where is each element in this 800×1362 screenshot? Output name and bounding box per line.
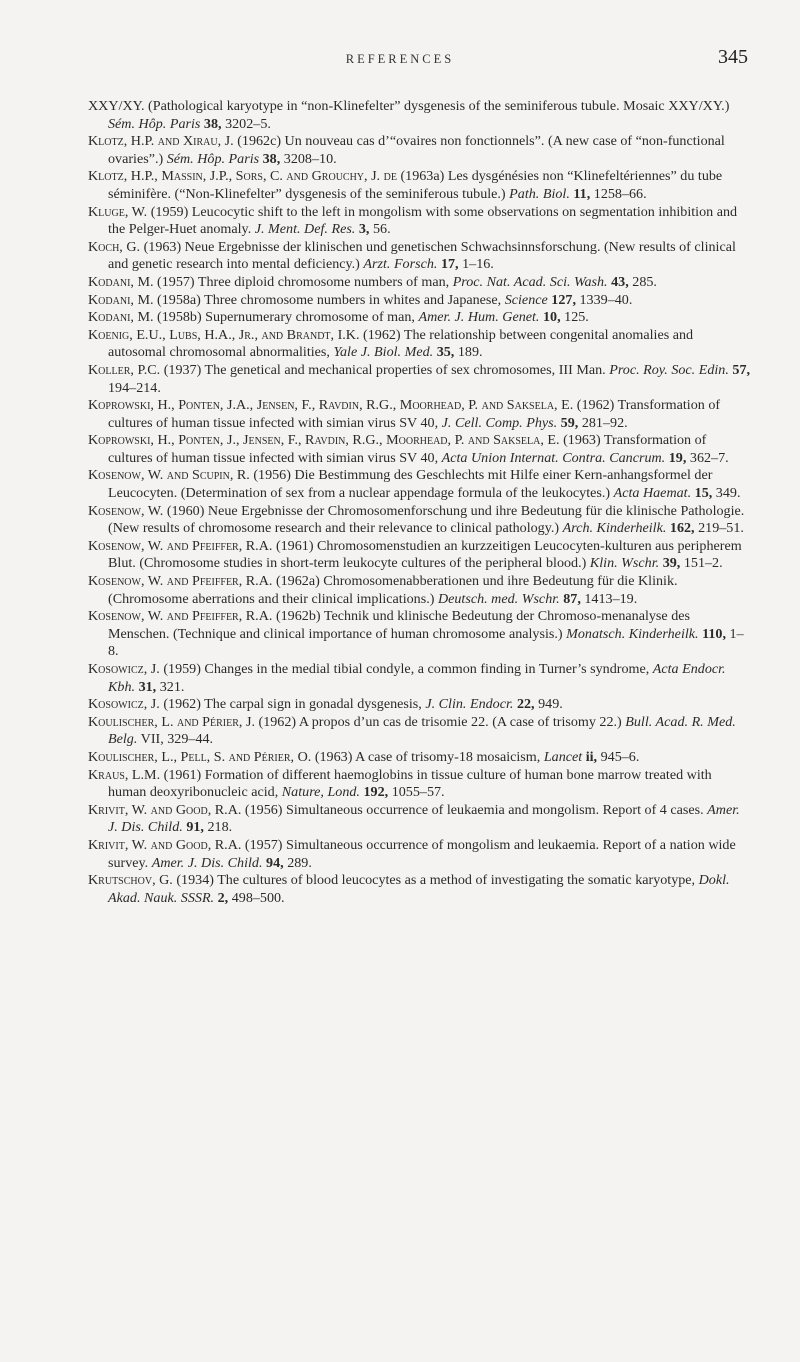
reference-pages: VII, 329–44. (140, 731, 214, 748)
reference-authors: Kosenow, W. and Pfeiffer, R.A. (88, 537, 273, 554)
reference-text: (1962) The carpal sign in gonadal dysgenesis, (163, 696, 422, 713)
reference-pages: 189. (457, 344, 483, 361)
reference-entry (88, 538, 752, 573)
reference-entry (88, 432, 752, 467)
reference-pages: 3208–10. (283, 150, 337, 167)
reference-journal: Sém. Hôp. Paris (108, 115, 201, 132)
reference-text: (1963a) Les dysgénésies non “Klinefeltériennes” du tube séminifère. (“Non-Klinefelter” dysgenesis of the seminiferous tubule.) (108, 168, 723, 202)
reference-volume: 3, (358, 221, 370, 238)
reference-volume: 38, (262, 150, 281, 167)
reference-journal: Proc. Roy. Soc. Edin. (609, 361, 729, 378)
reference-text: (1962b) Technik und klinische Bedeutung der Chromoso-menanalyse des Menschen. (Technique and clinical importance of human chromosome analysis.) (108, 608, 690, 642)
reference-volume: 22, (516, 696, 535, 713)
reference-text: (1959) Changes in the medial tibial condyle, a common finding in Turner’s syndrome, (163, 661, 650, 677)
reference-volume: 10, (542, 309, 561, 326)
reference-pages: 1–16. (462, 256, 494, 273)
reference-journal: Arch. Kinderheilk. (562, 520, 667, 537)
reference-authors: Koprowski, H., Ponten, J., Jensen, F., Ravdin, R.G., Moorhead, P. and Saksela, E. (88, 432, 560, 449)
reference-volume: 35, (436, 344, 455, 361)
reference-journal: Amer. J. Dis. Child. (108, 801, 740, 836)
reference-pages: 1339–40. (579, 291, 633, 308)
reference-volume: 57, (732, 361, 751, 378)
reference-entry (88, 837, 752, 872)
reference-pages: 1055–57. (391, 784, 445, 801)
reference-volume: 15, (694, 485, 713, 502)
reference-pages: 289. (287, 854, 312, 871)
reference-entry (88, 133, 752, 168)
reference-entry (88, 362, 752, 397)
reference-text: (1961) Formation of different haemoglobins in tissue culture of human bone marrow treated with human deoxyribonucleic acid, (108, 766, 712, 801)
reference-journal: Path. Biol. (509, 185, 570, 202)
reference-text: (1962) A propos d’un cas de trisomie 22. (A case of trisomy 22.) (258, 713, 622, 730)
reference-text: (1956) Simultaneous occurrence of leukaemia and mongolism. Report of 4 cases. (244, 801, 704, 818)
reference-journal: Monatsch. Kinderheilk. (566, 625, 699, 642)
reference-pages: 945–6. (600, 748, 640, 765)
reference-pages: 362–7. (689, 449, 729, 466)
reference-pages: 281–92. (581, 414, 628, 431)
reference-text: (1937) The genetical and mechanical properties of sex chromosomes, III Man. (163, 361, 606, 378)
reference-text: XXY/XY. (Pathological karyotype in “non-Klinefelter” dysgenesis of the seminiferous tubule. Mosaic XXY/XY.) (88, 98, 730, 114)
reference-text: (1934) The cultures of blood leucocytes as a method of investigating the somatic karyotype, (176, 872, 696, 889)
reference-authors: Kosenow, W. (88, 502, 164, 519)
page-number: 345 (718, 46, 748, 68)
running-head: REFERENCES (345, 52, 455, 66)
reference-authors: Koulischer, L. and Périer, J. (88, 713, 255, 730)
reference-entry (88, 467, 752, 502)
reference-volume: 127, (551, 291, 576, 308)
reference-journal: Amer. J. Hum. Genet. (418, 309, 540, 326)
reference-pages: 1258–66. (593, 185, 647, 202)
reference-volume: 11, (573, 185, 591, 202)
reference-text: (1962a) Chromosomenabberationen und ihre Bedeutung für die Klinik. (Chromosome aberrations and their clinical implications.) (108, 573, 678, 607)
reference-entry (88, 573, 752, 608)
reference-volume: 59, (560, 414, 579, 431)
reference-entry (88, 274, 752, 292)
reference-pages: 218. (207, 819, 233, 836)
reference-volume: 110, (702, 625, 726, 642)
reference-pages: 125. (564, 309, 589, 326)
reference-journal: Dokl. Akad. Nauk. SSSR. (108, 872, 730, 906)
reference-authors: Kluge, W. (88, 203, 148, 220)
reference-journal: Arzt. Forsch. (363, 256, 438, 273)
reference-volume: 94, (266, 854, 284, 871)
reference-pages: 349. (715, 485, 741, 502)
reference-list (88, 98, 752, 907)
reference-authors: Kosenow, W. and Pfeiffer, R.A. (88, 573, 273, 590)
reference-text: (1962c) Un nouveau cas d’“ovaires non fonctionnels”. (A new case of “non-functional ovaries”.) (108, 133, 725, 167)
reference-entry (88, 767, 752, 802)
reference-pages: 194–214. (108, 379, 161, 396)
reference-journal: Deutsch. med. Wschr. (437, 590, 560, 607)
reference-volume: 2, (217, 889, 229, 906)
reference-pages: 321. (159, 678, 185, 695)
reference-text: (1963) A case of trisomy-18 mosaicism, (314, 748, 541, 765)
reference-authors: Kodani, M. (88, 273, 154, 290)
reference-text: (1959) Leucocytic shift to the left in mongolism with some observations on segmentation inhibition and the Pelger-Huet anomaly. (108, 203, 738, 238)
reference-entry (88, 661, 752, 696)
reference-authors: Kraus, L.M. (88, 766, 161, 783)
reference-entry (88, 714, 752, 749)
reference-volume: 192, (363, 784, 389, 801)
reference-journal: Proc. Nat. Acad. Sci. Wash. (452, 273, 608, 290)
reference-pages: 1413–19. (584, 590, 638, 607)
reference-journal: J. Clin. Endocr. (425, 696, 514, 713)
reference-pages: 219–51. (698, 520, 744, 537)
reference-pages: 498–500. (231, 889, 285, 906)
reference-journal: Lancet (543, 748, 583, 765)
reference-journal: Klin. Wschr. (589, 555, 660, 572)
reference-authors: Kosenow, W. and Scupin, R. (88, 467, 250, 484)
reference-text: (1962) Transformation of cultures of human tissue infected with simian virus SV 40, (108, 397, 721, 431)
reference-journal: Yale J. Biol. Med. (333, 344, 434, 361)
reference-journal: Acta Endocr. Kbh. (108, 661, 726, 695)
reference-volume: 162, (669, 520, 695, 537)
reference-volume: 19, (668, 449, 687, 466)
reference-authors: Koprowski, H., Ponten, J.A., Jensen, F., Ravdin, R.G., Moorhead, P. and Saksela, E. (88, 397, 574, 414)
reference-journal: Acta Haemat. (613, 485, 692, 502)
reference-journal: Amer. J. Dis. Child. (151, 854, 263, 871)
reference-pages: 949. (538, 696, 563, 713)
reference-volume: 39, (662, 555, 681, 572)
reference-authors: Klotz, H.P., Massin, J.P., Sors, C. and Grouchy, J. de (88, 168, 397, 185)
reference-authors: Kodani, M. (88, 309, 154, 326)
reference-volume: 17, (440, 256, 459, 273)
reference-entry (88, 327, 752, 362)
reference-authors: Koulischer, L., Pell, S. and Périer, O. (88, 748, 312, 765)
reference-authors: Koller, P.C. (88, 361, 161, 378)
reference-text: (1958a) Three chromosome numbers in whites and Japanese, (157, 291, 502, 308)
reference-authors: Kosenow, W. and Pfeiffer, R.A. (88, 608, 273, 625)
reference-volume: ii, (585, 748, 598, 765)
reference-authors: Krutschov, G. (88, 872, 173, 889)
reference-volume: 43, (611, 273, 629, 290)
reference-text: (1962) The relationship between congenital anomalies and autosomal chromosomal abnormalities, (108, 326, 694, 361)
reference-journal: Nature, Lond. (281, 784, 360, 801)
reference-text: (1961) Chromosomenstudien an kurzzeitigen Leucocyten-kulturen aus peripherem Blut. (Chromosome studies in short-term leukocyte cultures of the peripheral blood.) (108, 537, 742, 572)
reference-text: (1963) Neue Ergebnisse der klinischen und genetischen Schwachsinnsforschung. (New results of clinical and genetic research into mental deficiency.) (108, 238, 736, 273)
reference-volume: 31, (138, 678, 157, 695)
reference-pages: 285. (632, 273, 657, 290)
reference-authors: Klotz, H.P. and Xirau, J. (88, 133, 234, 150)
reference-authors: Koch, G. (88, 238, 141, 255)
reference-text: (1957) Three diploid chromosome numbers of man, (157, 273, 450, 290)
reference-entry (88, 872, 752, 907)
reference-entry (88, 98, 752, 133)
reference-entry (88, 802, 752, 837)
reference-pages: 1–8. (108, 625, 744, 660)
reference-pages: 56. (372, 221, 391, 238)
reference-pages: 3202–5. (225, 115, 271, 132)
reference-journal: Sém. Hôp. Paris (166, 150, 260, 167)
reference-entry (88, 168, 752, 203)
reference-entry (88, 749, 752, 767)
reference-volume: 38, (203, 115, 222, 132)
reference-entry (88, 239, 752, 274)
reference-entry (88, 309, 752, 327)
reference-entry (88, 204, 752, 239)
reference-authors: Kosowicz, J. (88, 661, 160, 677)
reference-text: (1957) Simultaneous occurrence of mongolism and leukaemia. Report of a nation wide survey. (108, 836, 736, 871)
reference-text: (1958b) Supernumerary chromosome of man, (157, 309, 415, 326)
reference-journal: Bull. Acad. R. Med. Belg. (108, 713, 736, 748)
reference-authors: Kodani, M. (88, 291, 154, 308)
reference-authors: Krivit, W. and Good, R.A. (88, 836, 242, 853)
reference-volume: 87, (563, 590, 581, 607)
reference-journal: Science (504, 291, 548, 308)
reference-journal: J. Cell. Comp. Phys. (441, 414, 558, 431)
reference-authors: Koenig, E.U., Lubs, H.A., Jr., and Brandt, I.K. (88, 326, 360, 343)
reference-authors: Krivit, W. and Good, R.A. (88, 801, 242, 818)
reference-authors: Kosowicz, J. (88, 696, 160, 713)
reference-volume: 91, (186, 819, 204, 836)
reference-text: (1963) Transformation of cultures of human tissue infected with simian virus SV 40, (108, 432, 707, 466)
reference-text: (1960) Neue Ergebnisse der Chromosomenforschung und ihre Bedeutung für die klinische Pathologie. (New results of chromosome research and their relevance to clinical pathology.) (108, 502, 745, 537)
reference-text: (1956) Die Bestimmung des Geschlechts mit Hilfe einer Kern-anhangsformel der Leucocyten. (Determination of sex from a nuclear appendage formula of the leukocytes.) (108, 467, 713, 502)
reference-pages: 151–2. (683, 555, 723, 572)
reference-journal: J. Ment. Def. Res. (254, 221, 356, 238)
reference-entry (88, 503, 752, 538)
reference-entry (88, 608, 752, 661)
reference-journal: Acta Union Internat. Contra. Cancrum. (441, 449, 666, 466)
reference-entry (88, 292, 752, 310)
reference-entry (88, 397, 752, 432)
reference-entry (88, 696, 752, 714)
